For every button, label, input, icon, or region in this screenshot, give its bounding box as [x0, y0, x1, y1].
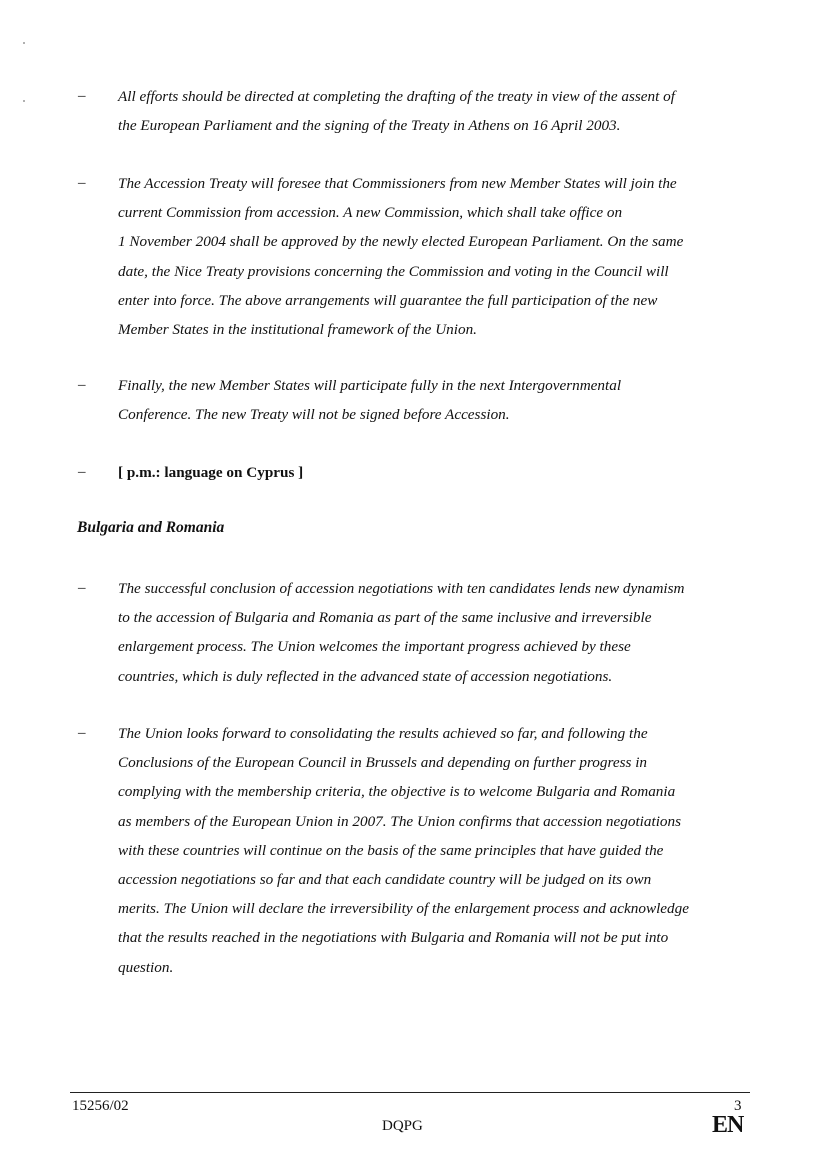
bullet-dash: – [78, 725, 86, 741]
text-line: as members of the European Union in 2007. The Union confirms that accession negotiations [118, 812, 682, 830]
text-line: accession negotiations so far and that each candidate country will be judged on its own [118, 871, 652, 889]
bullet-text [118, 574, 758, 691]
bullet-text [118, 82, 758, 140]
footer-rule [70, 1092, 750, 1093]
text-line: Conclusions of the European Council in Brussels and depending on further progress in [118, 754, 648, 772]
bullet-text [118, 371, 758, 429]
bullet-text [118, 458, 758, 487]
bullet-dash: – [78, 377, 86, 393]
text-line: enlargement process. The Union welcomes the important progress achieved by these [118, 638, 631, 656]
text-line: to the accession of Bulgaria and Romania as part of the same inclusive and irreversible [118, 609, 652, 627]
section-heading: Bulgaria and Romania [77, 519, 225, 536]
text-line: merits. The Union will declare the irreversibility of the enlargement process and acknowledge [118, 900, 689, 918]
document-number: 15256/02 [72, 1098, 129, 1114]
text-line: question. [118, 958, 174, 976]
text-line: complying with the membership criteria, the objective is to welcome Bulgaria and Romania [118, 783, 676, 801]
bullet-text [118, 169, 758, 344]
text-line: Finally, the new Member States will participate fully in the next Intergovernmental [118, 377, 622, 394]
text-line: [ p.m.: language on Cyprus ] [118, 464, 304, 481]
text-line: All efforts should be directed at completing the drafting of the treaty in view of the assent of [118, 88, 675, 105]
bullet-dash: – [78, 88, 86, 104]
language-code: EN [712, 1112, 744, 1138]
bullet-text [118, 719, 758, 982]
bullet-dash: – [78, 580, 86, 596]
text-line: Member States in the institutional framework of the Union. [118, 321, 477, 339]
bullet-dash: – [78, 464, 86, 480]
scan-speck [23, 42, 25, 44]
text-line: The Union looks forward to consolidating the results achieved so far, and following the [118, 725, 648, 742]
text-line: current Commission from accession. A new Commission, which shall take office on [118, 204, 623, 222]
page-number: 3 [734, 1098, 742, 1114]
text-line: enter into force. The above arrangements will guarantee the full participation of the new [118, 291, 658, 309]
scan-speck [23, 100, 25, 102]
text-line: the European Parliament and the signing of the Treaty in Athens on 16 April 2003. [118, 117, 621, 135]
text-line: countries, which is duly reflected in the advanced state of accession negotiations. [118, 667, 613, 685]
text-line: The successful conclusion of accession negotiations with ten candidates lends new dynamism [118, 580, 685, 597]
text-line: date, the Nice Treaty provisions concerning the Commission and voting in the Council will [118, 262, 669, 280]
text-line: with these countries will continue on the basis of the same principles that have guided the [118, 841, 664, 859]
bullet-dash: – [78, 175, 86, 191]
text-line: that the results reached in the negotiations with Bulgaria and Romania will not be put into [118, 929, 669, 947]
text-line: 1 November 2004 shall be approved by the newly elected European Parliament. On the same [118, 233, 684, 251]
text-line: The Accession Treaty will foresee that Commissioners from new Member States will join the [118, 175, 677, 192]
text-line: Conference. The new Treaty will not be signed before Accession. [118, 406, 510, 424]
department-code: DQPG [382, 1118, 423, 1134]
